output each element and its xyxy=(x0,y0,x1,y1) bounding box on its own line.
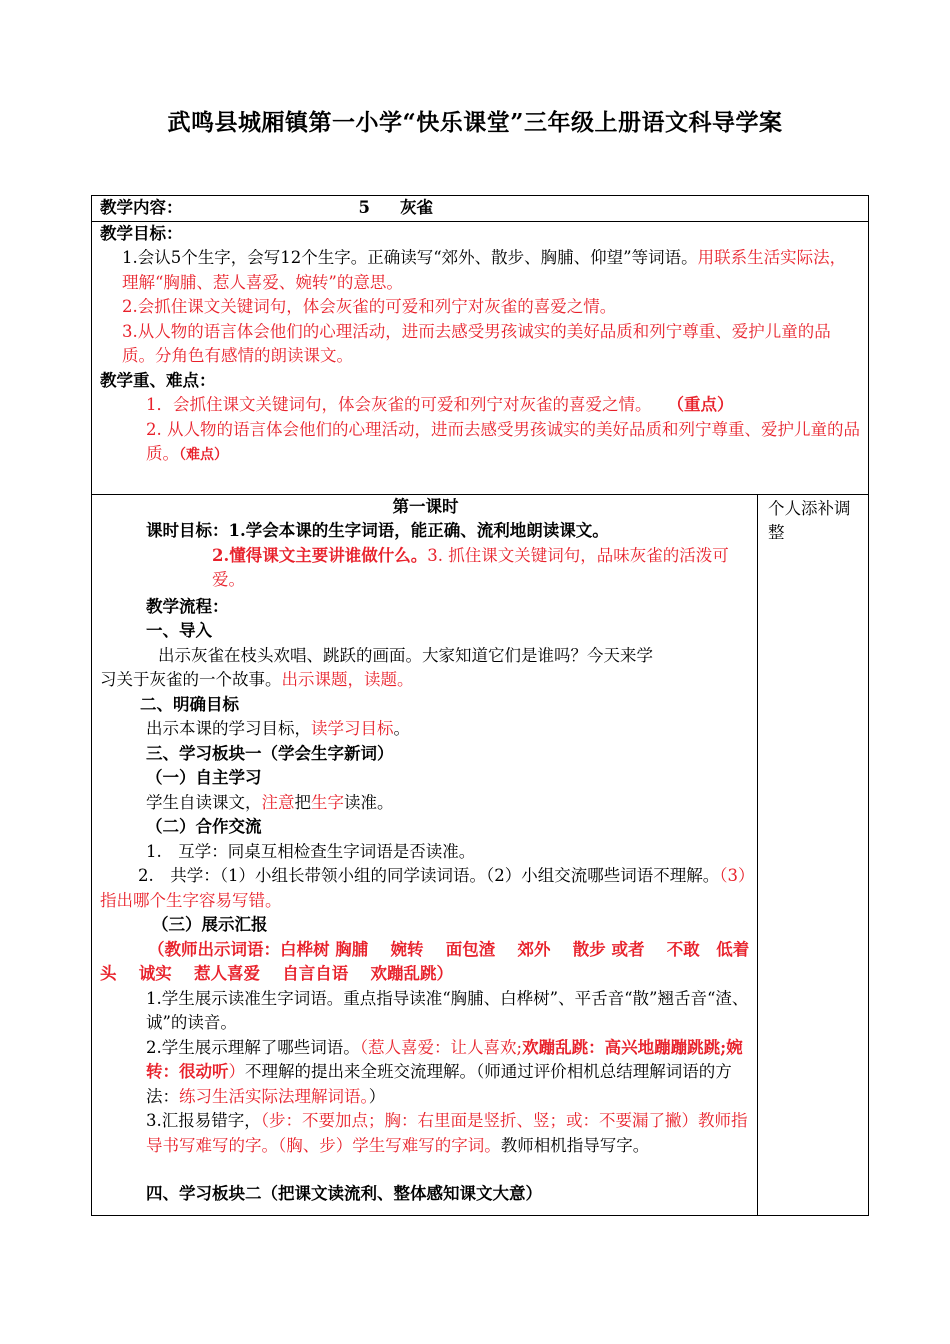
side-note: 个人添补调整 xyxy=(768,498,851,542)
section-1-text-2 xyxy=(100,668,751,693)
section-4-heading: 四、学习板块二（把课文读流利、整体感知课文大意） xyxy=(146,1184,542,1203)
section-3a-heading: （一）自主学习 xyxy=(146,768,262,787)
section-3c-words: （教师出示词语：白桦树 胸脯 婉转 面包渣 郊外 散步 或者 不敢 低着头 诚实 惹人喜爱 自言自语 欢蹦乱跳） xyxy=(100,939,750,983)
report-2-c: ） xyxy=(368,1086,386,1106)
content-row xyxy=(92,196,869,222)
goal-1-method: 用联系生活实际法，理解“胸脯、惹人喜爱、婉转”的意思。 xyxy=(122,248,847,292)
section-2-end: 。 xyxy=(393,719,410,738)
lesson-cell xyxy=(92,494,758,1215)
keypoint-1-tag: （重点） xyxy=(667,395,734,414)
section-1-text: 出示灰雀在枝头欢唱、跳跃的画面。大家知道它们是谁吗？今天来学 xyxy=(158,645,653,665)
objective-1-text: 1.学会本课的生字词语，能正确、流利地朗读课文。 xyxy=(228,521,609,540)
report-3-red: （步：不要加点；胸：右里面是竖折、竖；或：不要漏了撇）教师指导书写难写的字。（胸、步）学生写难写的字词。 xyxy=(146,1111,748,1155)
section-3c-heading: （三）展示汇报 xyxy=(152,915,268,934)
keypoint-2-text: 2. 从人物的语言体会他们的心理活动，进而去感受男孩诚实的美好品质和列宁尊重、爱护儿童的品质。 xyxy=(146,419,860,463)
goal-1 xyxy=(100,246,860,295)
report-1: 1.学生展示读准生字词语。重点指导读准“胸脯、白桦树”、平舌音“散”翘舌音“渣、诚”的读音。 xyxy=(146,988,749,1032)
section-3a-text xyxy=(100,791,751,816)
report-2-a: 2.学生展示理解了哪些词语。 xyxy=(146,1037,360,1057)
keypoint-1 xyxy=(100,393,860,418)
flow-heading: 教学流程： xyxy=(146,596,229,616)
lesson-plan-table xyxy=(91,195,869,1216)
lesson-objective-2 xyxy=(100,544,751,593)
document-title: 武鸣县城厢镇第一小学“快乐课堂”三年级上册语文科导学案 xyxy=(167,109,783,136)
section-2-red: 读学习目标 xyxy=(311,719,394,738)
objective-3-text: 3. 抓住课文关键词句，品味灰雀的活泼可爱。 xyxy=(212,545,729,589)
report-2-red3: 练习生活实际法理解词语。 xyxy=(179,1086,369,1106)
section-2-text-a: 出示本课的学习目标， xyxy=(146,719,311,738)
s3a-t2: 把 xyxy=(294,792,311,812)
report-2-redb: 欢蹦乱跳：高兴地蹦蹦跳跳;婉转：很动听 xyxy=(146,1037,743,1081)
section-3b-heading: （二）合作交流 xyxy=(146,817,262,836)
report-2-red2: ） xyxy=(228,1062,245,1081)
section-1-red: 出示课题，读题。 xyxy=(281,670,414,689)
lesson-title: 灰雀 xyxy=(399,198,433,217)
section-3b-item-2 xyxy=(100,864,751,913)
goals-heading: 教学目标： xyxy=(100,223,183,243)
s3a-t3: 读准。 xyxy=(344,792,394,812)
goals-row xyxy=(92,221,869,494)
objective-2-text: 2.懂得课文主要讲谁做什么。 xyxy=(212,545,428,565)
report-3-a: 3.汇报易错字， xyxy=(146,1111,261,1130)
keypoint-2-tag: （难点） xyxy=(179,447,228,463)
lesson-heading: 第一课时 xyxy=(392,496,459,516)
section-1-heading: 一、导入 xyxy=(146,621,212,640)
section-3b-item-1: 1. 互学：同桌互相检查生字词语是否读准。 xyxy=(146,841,476,861)
goal-3: 3.从人物的语言体会他们的心理活动，进而去感受男孩诚实的美好品质和列宁尊重、爱护儿童的品质。分角色有感情的朗读课文。 xyxy=(122,321,831,365)
s3b-item-2-red: （3）指出哪个生字容易写错。 xyxy=(100,866,747,910)
keypoint-1-text: 1．会抓住课文关键词句，体会灰雀的可爱和列宁对灰雀的喜爱之情。 xyxy=(146,395,652,414)
report-2 xyxy=(100,1036,751,1110)
report-2-red1: （惹人喜爱：让人喜欢; xyxy=(359,1037,523,1057)
lesson-row xyxy=(92,494,869,1215)
report-3 xyxy=(100,1109,751,1158)
keypoint-2 xyxy=(100,418,860,468)
objective-label: 课时目标： xyxy=(146,521,229,540)
goal-2: 2.会抓住课文关键词句，体会灰雀的可爱和列宁对灰雀的喜爱之情。 xyxy=(122,297,617,316)
section-2-text xyxy=(100,717,751,742)
s3a-r2: 生字 xyxy=(311,792,344,812)
report-3-b: 教师相机指导写字。 xyxy=(500,1135,650,1155)
section-2-heading: 二、明确目标 xyxy=(140,694,239,714)
s3b-item-2-text: 2. 共学：（1）小组长带领小组的同学读词语。（2）小组交流哪些词语不理解。 xyxy=(138,866,720,885)
s3a-r1: 注意 xyxy=(261,792,295,812)
section-1-text-2a: 习关于灰雀的一个故事。 xyxy=(100,670,282,689)
lesson-number: 5 xyxy=(358,198,370,217)
s3a-t1: 学生自读课文， xyxy=(146,792,262,812)
content-label: 教学内容： xyxy=(100,198,183,217)
report-2-b: 不理解的提出来全班交流理解。（师通过评价相机总结理解词语的方法： xyxy=(146,1062,732,1106)
section-3-heading: 三、学习板块一（学会生字新词） xyxy=(146,743,394,763)
goal-1-text: 1.会认5个生字，会写12个生字。正确读写“郊外、散步、胸脯、仰望”等词语。 xyxy=(122,248,698,267)
side-note-cell xyxy=(758,494,869,1215)
keypoints-heading: 教学重、难点： xyxy=(100,370,216,390)
lesson-objective-1 xyxy=(100,519,751,544)
